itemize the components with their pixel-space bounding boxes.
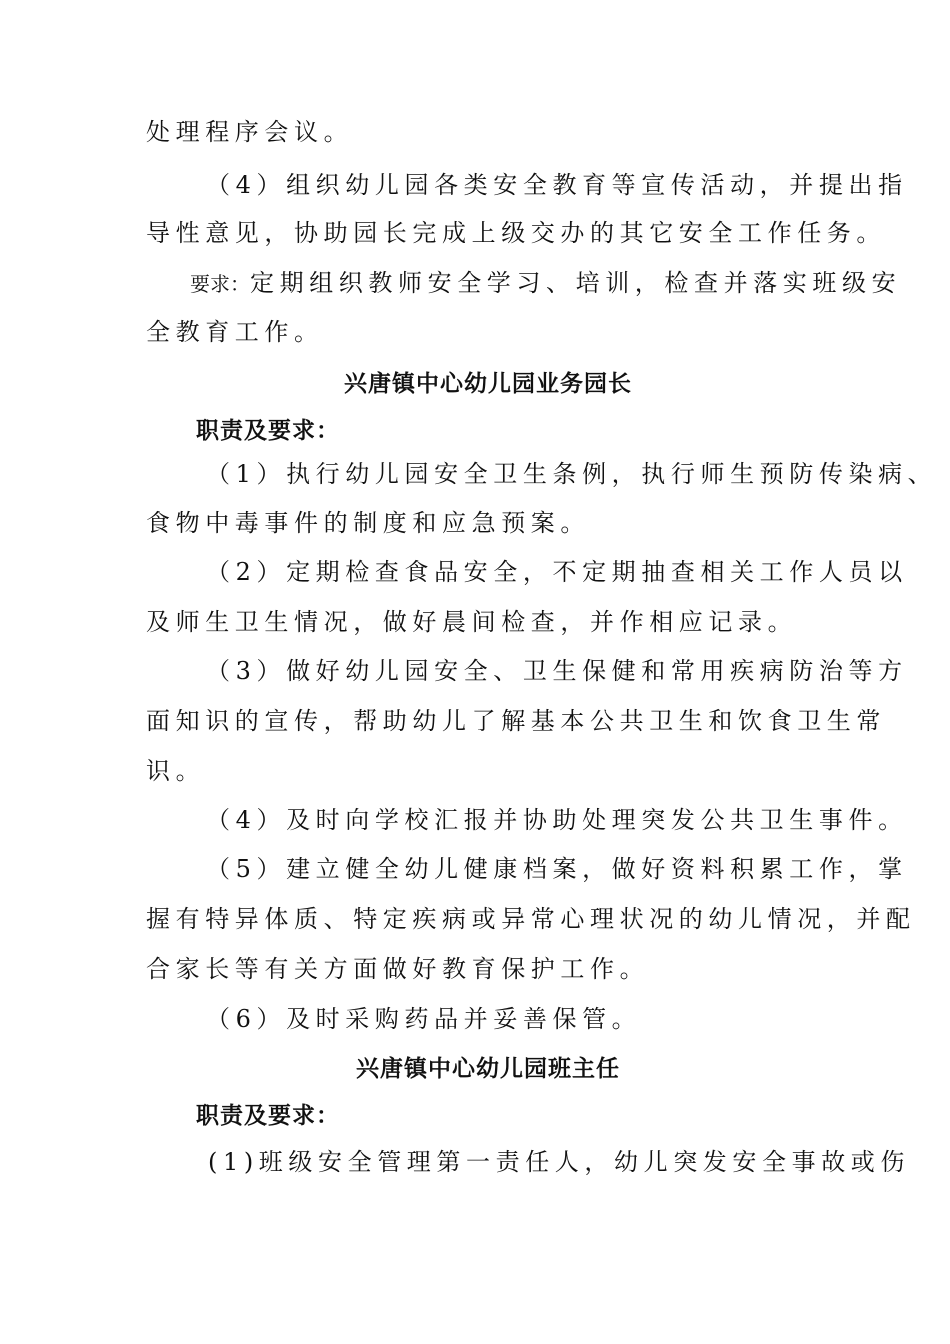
- text-line: (1)班级安全管理第一责任人，幼儿突发安全事故或伤: [208, 1148, 910, 1176]
- text-line: 导性意见，协助园长完成上级交办的其它安全工作任务。: [146, 219, 886, 247]
- text-line: （1）执行幼儿园安全卫生条例，执行师生预防传染病、: [206, 460, 938, 488]
- text-line: 握有特异体质、特定疾病或异常心理状况的幼儿情况，并配: [146, 905, 916, 933]
- section-subtitle: 职责及要求：: [196, 1103, 340, 1129]
- requirement-label: 要求：: [190, 272, 250, 296]
- text-line: 及师生卫生情况，做好晨间检查，并作相应记录。: [146, 608, 798, 636]
- requirement-text: 定期组织教师安全学习、培训，检查并落实班级安: [250, 269, 902, 297]
- section-subtitle: 职责及要求：: [196, 418, 340, 444]
- text-line: （3）做好幼儿园安全、卫生保健和常用疾病防治等方: [206, 657, 908, 685]
- requirement-line: [190, 268, 901, 299]
- text-line: （2）定期检查食品安全，不定期抽查相关工作人员以: [206, 558, 908, 586]
- text-line: 处理程序会议。: [146, 118, 354, 146]
- text-line: （4）组织幼儿园各类安全教育等宣传活动，并提出指: [206, 171, 908, 199]
- section-title: 兴唐镇中心幼儿园班主任: [356, 1056, 620, 1082]
- text-line: （4）及时向学校汇报并协助处理突发公共卫生事件。: [206, 806, 908, 834]
- text-line: 识。: [146, 757, 206, 785]
- text-line: （6）及时采购药品并妥善保管。: [206, 1005, 642, 1033]
- section-title: 兴唐镇中心幼儿园业务园长: [344, 371, 632, 397]
- text-line: （5）建立健全幼儿健康档案，做好资料积累工作，掌: [206, 855, 908, 883]
- text-line: 食物中毒事件的制度和应急预案。: [146, 509, 590, 537]
- text-line: 面知识的宣传，帮助幼儿了解基本公共卫生和饮食卫生常: [146, 707, 886, 735]
- text-line: 全教育工作。: [146, 318, 324, 346]
- text-line: 合家长等有关方面做好教育保护工作。: [146, 955, 650, 983]
